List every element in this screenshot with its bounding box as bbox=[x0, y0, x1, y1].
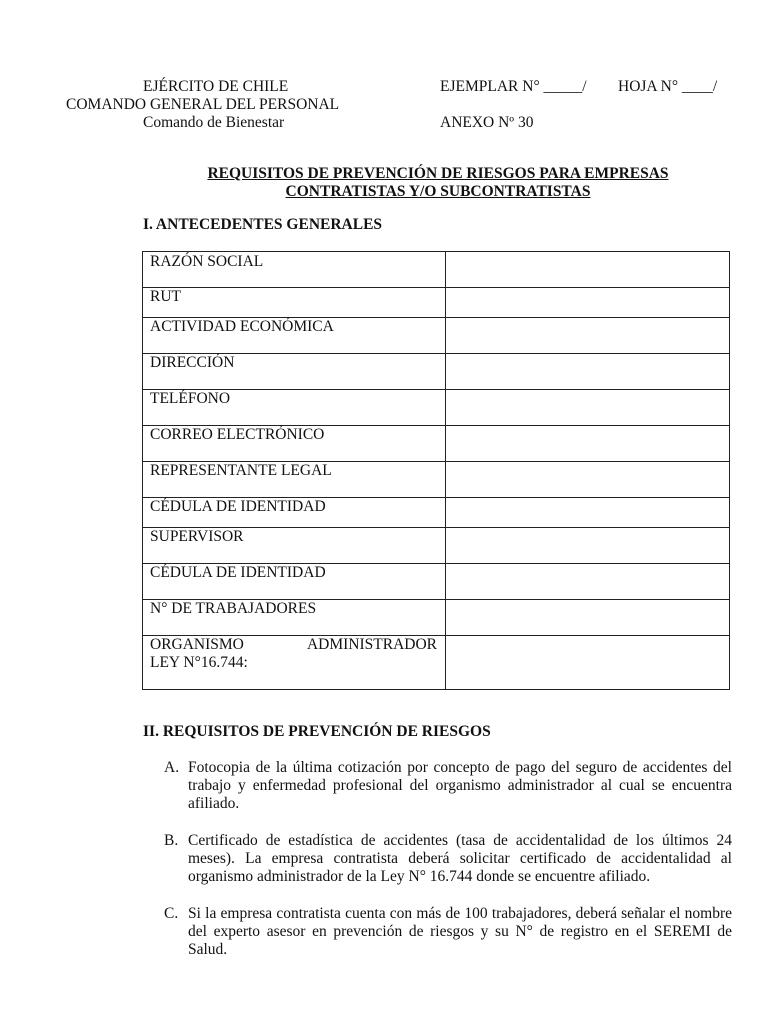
row-label: REPRESENTANTE LEGAL bbox=[143, 462, 446, 498]
row-label-line-1 bbox=[150, 636, 445, 654]
row-value-cell[interactable] bbox=[446, 252, 730, 288]
row-label: CORREO ELECTRÓNICO bbox=[143, 426, 446, 462]
row-label: N° DE TRABAJADORES bbox=[143, 600, 446, 636]
row-label: RAZÓN SOCIAL bbox=[143, 252, 446, 288]
row-value-cell[interactable] bbox=[446, 462, 730, 498]
list-item bbox=[164, 759, 732, 813]
list-item bbox=[164, 832, 732, 886]
table-row bbox=[143, 600, 730, 636]
document-title-line-2: CONTRATISTAS Y/O SUBCONTRATISTAS bbox=[285, 183, 591, 200]
row-value-cell[interactable] bbox=[446, 636, 730, 690]
table-row bbox=[143, 426, 730, 462]
row-label: TELÉFONO bbox=[143, 390, 446, 426]
row-label: SUPERVISOR bbox=[143, 528, 446, 564]
row-value-cell[interactable] bbox=[446, 426, 730, 462]
row-value-cell[interactable] bbox=[446, 288, 730, 318]
table-row bbox=[143, 252, 730, 288]
row-value-cell[interactable] bbox=[446, 600, 730, 636]
row-label: CÉDULA DE IDENTIDAD bbox=[143, 564, 446, 600]
table-row bbox=[143, 390, 730, 426]
row-label-line-2: LEY N°16.744: bbox=[150, 654, 248, 671]
row-value-cell[interactable] bbox=[446, 498, 730, 528]
list-item-marker: A. bbox=[164, 759, 180, 776]
list-item-marker: C. bbox=[164, 905, 179, 922]
row-value-cell[interactable] bbox=[446, 318, 730, 354]
table-row bbox=[143, 636, 730, 690]
list-item-text: Fotocopia de la última cotización por concepto de pago del seguro de accidentes del trabajo y enfermedad profesional del organismo administrador al cual se encuentra afiliado. bbox=[188, 759, 732, 812]
list-item-text: Certificado de estadística de accidentes (tasa de accidentalidad de los últimos 24 meses). La empresa contratista deberá solicitar certificado de accidentalidad al organismo administrador de la Ley N° 16.744 donde se encuentre afiliado. bbox=[188, 832, 732, 885]
row-label: ACTIVIDAD ECONÓMICA bbox=[143, 318, 446, 354]
section-2-heading: II. REQUISITOS DE PREVENCIÓN DE RIESGOS bbox=[143, 723, 491, 740]
row-value-cell[interactable] bbox=[446, 564, 730, 600]
header-org-1: EJÉRCITO DE CHILE bbox=[143, 78, 289, 95]
requirements-list bbox=[164, 759, 732, 978]
row-label-word-1: ORGANISMO bbox=[150, 636, 244, 653]
table-row bbox=[143, 564, 730, 600]
list-item bbox=[164, 905, 732, 959]
section-1-heading: I. ANTECEDENTES GENERALES bbox=[143, 216, 383, 233]
row-label: DIRECCIÓN bbox=[143, 354, 446, 390]
row-label-organismo bbox=[143, 636, 446, 690]
table-row bbox=[143, 354, 730, 390]
row-label: RUT bbox=[143, 288, 446, 318]
row-value-cell[interactable] bbox=[446, 528, 730, 564]
header-org-3: Comando de Bienestar bbox=[143, 114, 285, 131]
table-row bbox=[143, 498, 730, 528]
list-item-marker: B. bbox=[164, 832, 179, 849]
header-hoja: HOJA N° ____/ bbox=[618, 78, 718, 95]
header-anexo: ANEXO Nº 30 bbox=[440, 114, 534, 131]
table-row bbox=[143, 462, 730, 498]
row-label: CÉDULA DE IDENTIDAD bbox=[143, 498, 446, 528]
header-ejemplar: EJEMPLAR N° _____/ bbox=[440, 78, 587, 95]
list-item-text: Si la empresa contratista cuenta con más de 100 trabajadores, deberá señalar el nombre del experto asesor en prevención de riesgos y su N° de registro en el SEREMI de Salud. bbox=[188, 905, 732, 958]
table-row bbox=[143, 318, 730, 354]
table-row bbox=[143, 288, 730, 318]
row-value-cell[interactable] bbox=[446, 390, 730, 426]
document-title-line-1: REQUISITOS DE PREVENCIÓN DE RIESGOS PARA EMPRESAS bbox=[207, 165, 669, 182]
row-label-word-2: ADMINISTRADOR bbox=[306, 636, 437, 653]
row-value-cell[interactable] bbox=[446, 354, 730, 390]
table-row bbox=[143, 528, 730, 564]
general-info-table bbox=[142, 251, 730, 690]
header-org-2: COMANDO GENERAL DEL PERSONAL bbox=[66, 96, 340, 113]
